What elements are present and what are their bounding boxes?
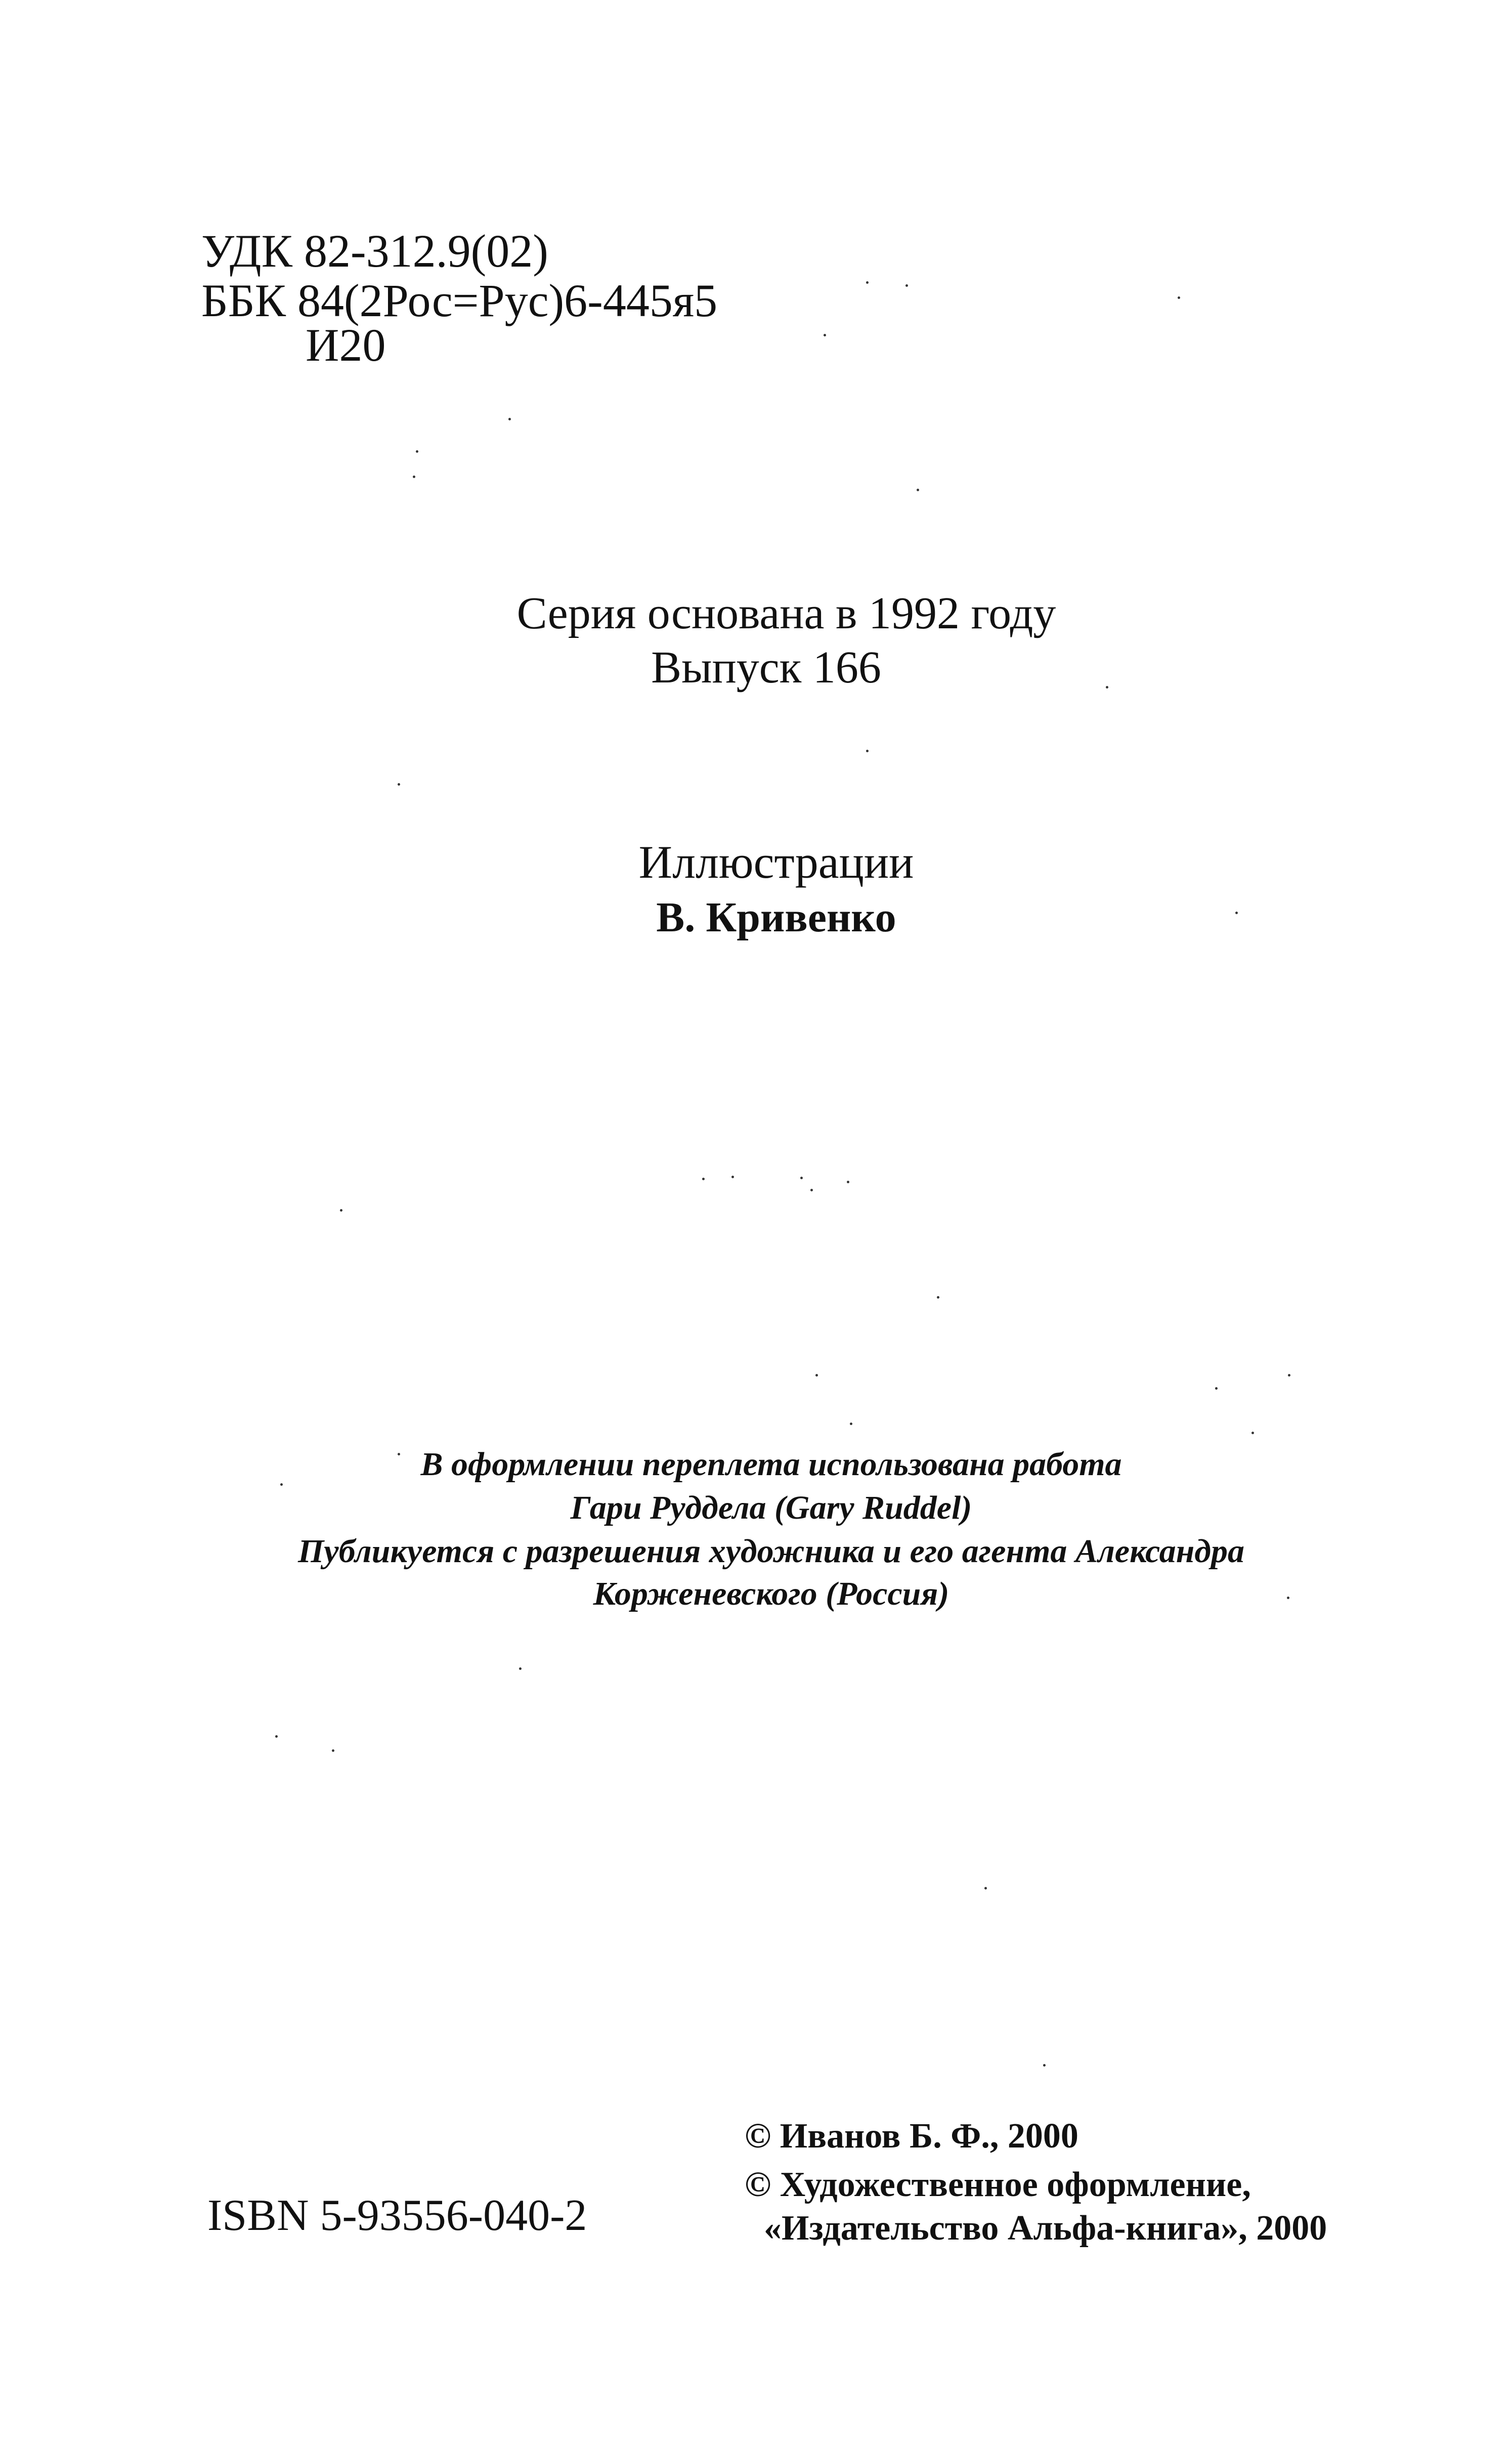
scan-speck [810, 1189, 813, 1191]
scan-speck [1043, 2064, 1046, 2067]
series-founded: Серия основана в 1992 году [516, 588, 1056, 638]
cover-credit-line: В оформлении переплета использована работа [420, 1446, 1122, 1483]
copyright-line: © Иванов Б. Ф., 2000 [745, 2117, 1078, 2156]
scan-speck [332, 1749, 334, 1752]
cover-credit-line: Гари Руддела (Gary Ruddel) [570, 1489, 972, 1526]
scan-speck [280, 1483, 283, 1486]
scan-speck [508, 418, 511, 420]
scan-speck [398, 1453, 400, 1455]
isbn: ISBN 5-93556-040-2 [207, 2191, 587, 2240]
scan-speck [1106, 686, 1108, 689]
scan-speck [984, 1887, 987, 1889]
scan-speck [1235, 912, 1238, 914]
scan-speck [340, 1209, 342, 1212]
series-issue: Выпуск 166 [651, 642, 881, 693]
scan-speck [824, 334, 826, 336]
scan-speck [800, 1177, 803, 1179]
scan-speck [815, 1374, 818, 1377]
scan-speck [519, 1667, 522, 1670]
scan-speck [917, 489, 919, 491]
scan-speck [866, 750, 869, 752]
scan-speck [905, 284, 908, 287]
scan-speck [1287, 1597, 1289, 1599]
scan-speck [275, 1735, 278, 1738]
udk-code: УДК 82-312.9(02) [201, 225, 548, 277]
scan-speck [1288, 1374, 1290, 1377]
scan-speck [398, 783, 400, 786]
illustrations-label: Иллюстрации [638, 836, 914, 888]
bbk-code: ББК 84(2Рос=Рус)6-445я5 [201, 275, 718, 326]
scan-speck [416, 450, 418, 453]
scan-speck [702, 1178, 705, 1180]
scan-speck [1251, 1432, 1254, 1434]
scan-speck [413, 476, 415, 478]
copyright-line: «Издательство Альфа-книга», 2000 [764, 2209, 1327, 2248]
cover-credit-line: Корженевского (Россия) [593, 1575, 949, 1612]
scan-speck [850, 1423, 852, 1425]
scan-speck [866, 281, 869, 284]
illustrator-name: В. Кривенко [656, 894, 896, 941]
cover-credit-line: Публикуется с разрешения художника и его агента Александра [297, 1533, 1245, 1570]
scan-speck [937, 1296, 939, 1299]
scan-speck [847, 1181, 849, 1183]
scan-speck [1178, 296, 1180, 299]
scan-speck [731, 1176, 734, 1178]
scan-speck [1215, 1387, 1218, 1390]
copyright-line: © Художественное оформление, [745, 2165, 1251, 2204]
author-index: И20 [306, 319, 386, 371]
